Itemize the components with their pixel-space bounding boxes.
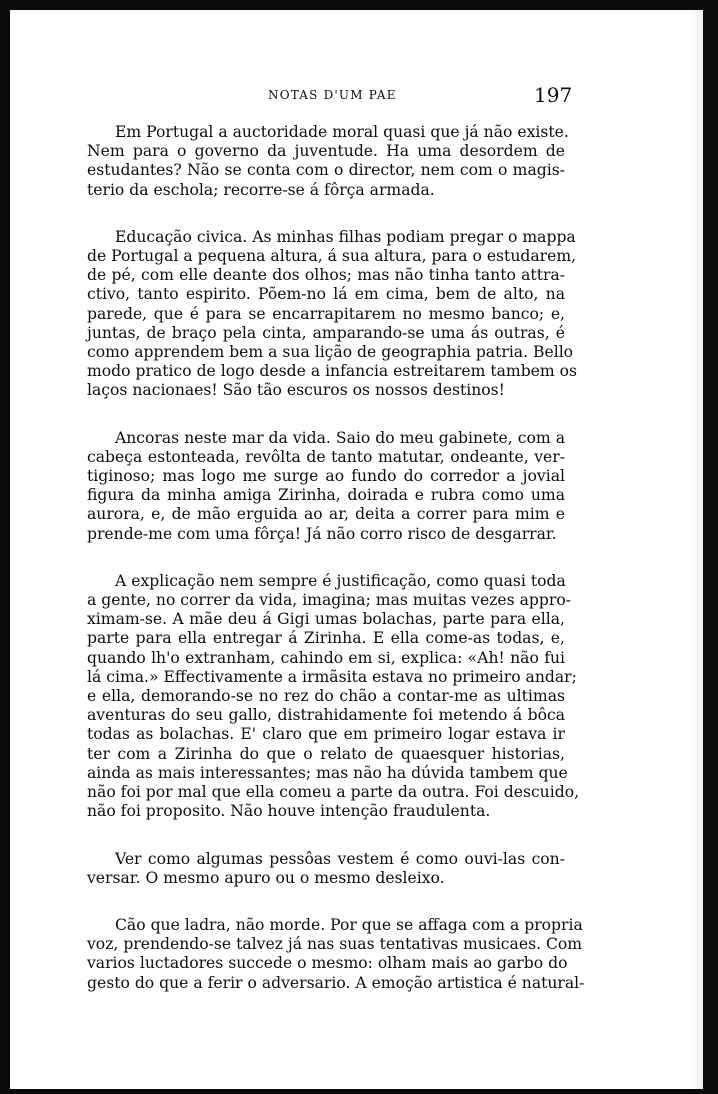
running-head: NOTAS D'UM PAE bbox=[268, 88, 397, 102]
text-line: voz, prendendo-se talvez já nas suas tentativas musicaes. Com bbox=[87, 935, 583, 954]
text-line: de Portugal a pequena altura, á sua altura, para o estudarem, bbox=[87, 247, 577, 266]
text-line: lá cima.» Effectivamente a irmãsita estava no primeiro andar; bbox=[87, 667, 577, 686]
text-line: ctivo, tanto espirito. Põem-no lá em cima, bem de alto, na bbox=[87, 285, 565, 304]
paragraph-4 bbox=[87, 571, 580, 822]
text-line: estudantes? Não se conta com o director, nem com o magis- bbox=[87, 161, 565, 180]
text-line: figura da minha amiga Zirinha, doirada e rubra como uma bbox=[87, 486, 565, 505]
text-line: gesto do que a ferir o adversario. A emoção artistica é natural- bbox=[87, 973, 585, 992]
text-line: Educação civica. As minhas filhas podiam pregar o mappa bbox=[115, 227, 576, 246]
text-line: parte para ella entregar á Zirinha. E ella come-as todas, e, bbox=[87, 629, 565, 648]
text-line: parede, que é para se encarrapitarem no mesmo banco; e, bbox=[87, 304, 565, 323]
text-line: laços nacionaes! São tão escuros os nossos destinos! bbox=[87, 381, 505, 400]
paragraph-6 bbox=[87, 915, 585, 993]
text-line: todas as bolachas. E' claro que em primeiro logar estava ir bbox=[87, 725, 565, 744]
text-line: Nem para o governo da juventude. Ha uma desordem de bbox=[87, 142, 565, 161]
text-line: cabeça estonteada, revôlta de tanto matutar, ondeante, ver- bbox=[87, 447, 565, 466]
paragraph-1 bbox=[87, 123, 569, 200]
paragraph-3 bbox=[87, 429, 565, 544]
text-line: ainda as mais interessantes; mas não ha dúvida tambem que bbox=[87, 763, 568, 782]
text-line: terio da eschola; recorre-se á fôrça armada. bbox=[87, 180, 435, 199]
text-line: Cão que ladra, não morde. Por que se affaga com a propria bbox=[115, 915, 583, 934]
page-edge-shadow bbox=[689, 10, 703, 1089]
text-line: tiginoso; mas logo me surge ao fundo do corredor a jovial bbox=[87, 467, 565, 486]
text-line: varios luctadores succede o mesmo: olham mais ao garbo do bbox=[87, 954, 568, 973]
text-line: prende-me com uma fôrça! Já não corro risco de desgarrar. bbox=[87, 524, 557, 543]
text-line: a gente, no correr da vida, imagina; mas muitas vezes appro- bbox=[87, 591, 571, 610]
text-line: como apprendem bem a sua lição de geographia patria. Bello bbox=[87, 343, 574, 362]
page-number: 197 bbox=[534, 83, 573, 107]
scanned-page bbox=[10, 10, 703, 1089]
text-line: aurora, e, de mão erguida ao ar, deita a correr para mim e bbox=[87, 505, 565, 524]
text-line: versar. O mesmo apuro ou o mesmo desleixo. bbox=[87, 868, 445, 887]
text-line: quando lh'o extranham, cahindo em si, explica: «Ah! não fui bbox=[87, 648, 565, 667]
text-line: de pé, com elle deante dos olhos; mas não tinha tanto attra- bbox=[87, 266, 565, 285]
text-line: Ver como algumas pessôas vestem é como ouvi-las con- bbox=[115, 849, 565, 868]
text-line: juntas, de braço pela cinta, amparando-se uma ás outras, é bbox=[87, 323, 565, 342]
body-text bbox=[87, 123, 585, 1021]
page-header bbox=[10, 83, 703, 113]
text-line: modo pratico de logo desde a infancia estreitarem tambem os bbox=[87, 362, 578, 381]
text-line: Em Portugal a auctoridade moral quasi que já não existe. bbox=[115, 123, 569, 141]
text-line: não foi por mal que ella comeu a parte da outra. Foi descuido, bbox=[87, 783, 580, 802]
paragraph-5 bbox=[87, 850, 565, 888]
paragraph-2 bbox=[87, 227, 578, 401]
text-line: e ella, demorando-se no rez do chão a contar-me as ultimas bbox=[87, 687, 565, 706]
text-line: não foi proposito. Não houve intenção fraudulenta. bbox=[87, 802, 491, 821]
text-line: ximam-se. A mãe deu á Gigi umas bolachas, parte para ella, bbox=[87, 610, 565, 629]
text-line: Ancoras neste mar da vida. Saio do meu gabinete, com a bbox=[115, 428, 565, 447]
text-line: ter com a Zirinha do que o relato de quaesquer historias, bbox=[87, 744, 565, 763]
text-line: aventuras do seu gallo, distrahidamente foi metendo á bôca bbox=[87, 706, 565, 725]
text-line: A explicação nem sempre é justificação, como quasi toda bbox=[115, 571, 566, 590]
